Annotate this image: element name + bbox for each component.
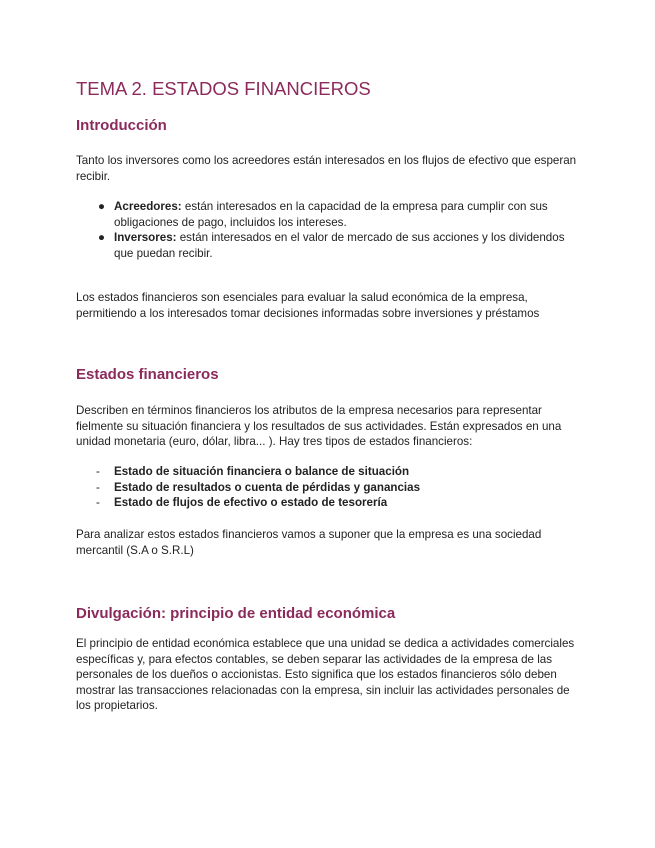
bullet-text: están interesados en el valor de mercado de sus acciones y los dividendos que puedan recibir.	[114, 231, 565, 260]
estados-dash-list	[76, 464, 420, 511]
list-item	[76, 199, 576, 230]
bullet-text: están interesados en la capacidad de la empresa para cumplir con sus obligaciones de pago, incluidos los intereses.	[114, 200, 548, 229]
list-item-text: Estado de situación financiera o balance de situación	[114, 465, 410, 478]
dash-icon: -	[96, 480, 100, 494]
list-item	[76, 480, 420, 496]
list-item	[76, 230, 576, 261]
bullet-icon: ●	[98, 231, 106, 244]
section-heading-estados-financieros: Estados financieros	[76, 366, 219, 383]
section-heading-introduccion: Introducción	[76, 117, 167, 134]
document-title: TEMA 2. ESTADOS FINANCIEROS	[76, 78, 371, 99]
dash-icon: -	[96, 496, 100, 509]
bullet-icon: ●	[98, 200, 106, 213]
divulgacion-paragraph: El principio de entidad económica establece que una unidad se dedica a actividades comerciales específicas y, para efectos contables, se deben separar las actividades de la empresa de las personales de los dueños o accionistas. Esto significa que los estados financieros sólo deben mostrar las transacciones relacionadas con la empresa, sin incluir las actividades personales de los propietarios.	[76, 637, 575, 712]
list-item	[76, 495, 420, 511]
estados-paragraph: Describen en términos financieros los atributos de la empresa necesarios para representar fielmente su situación financiera y los resultados de sus actividades. Están expresados en una unidad monetaria (euro, dólar, libra... ). Hay tres tipos de estados financieros:	[76, 404, 562, 448]
list-item	[76, 464, 420, 480]
bullet-term: Inversores:	[114, 231, 177, 244]
intro-bullet-list	[76, 199, 576, 261]
section-heading-divulgacion: Divulgación: principio de entidad económica	[76, 605, 396, 622]
dash-icon: -	[96, 465, 100, 478]
estados-closing-paragraph: Para analizar estos estados financieros vamos a suponer que la empresa es una sociedad mercantil (S.A o S.R.L)	[76, 528, 542, 557]
intro-closing-paragraph: Los estados financieros son esenciales para evaluar la salud económica de la empresa, permitiendo a los interesados tomar decisiones informadas sobre inversiones y préstamos	[76, 291, 540, 320]
list-item-text: Estado de flujos de efectivo o estado de tesorería	[114, 496, 388, 509]
list-item-text: Estado de resultados o cuenta de pérdidas y ganancias	[114, 480, 421, 494]
intro-paragraph: Tanto los inversores como los acreedores están interesados en los flujos de efectivo que esperan recibir.	[76, 154, 577, 183]
bullet-term: Acreedores:	[114, 200, 182, 213]
